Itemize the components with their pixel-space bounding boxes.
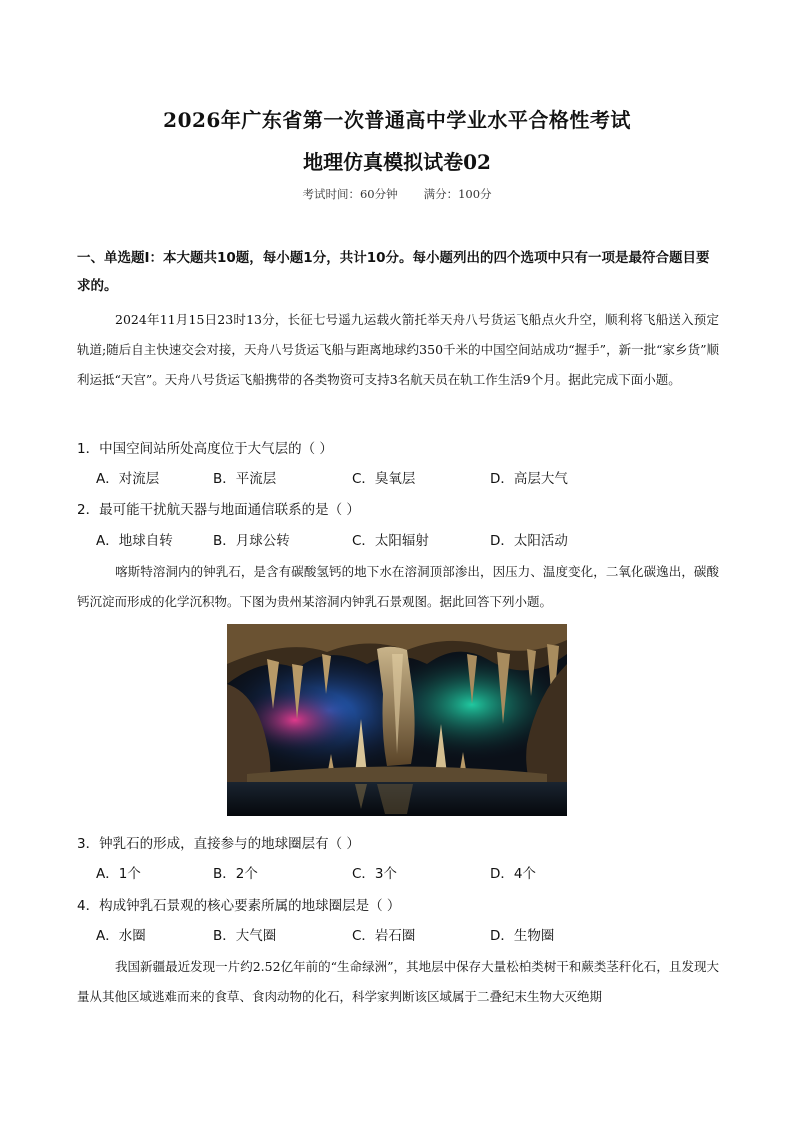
option-a[interactable]: A．1个	[96, 866, 141, 882]
option-a[interactable]: A．水圈	[96, 928, 146, 944]
exam-time: 考试时间：60分钟	[302, 187, 398, 201]
question-4: 4．构成钟乳石景观的核心要素所属的地球圈层是（ ）	[77, 898, 401, 914]
question-3-options	[96, 862, 696, 882]
question-4-options	[96, 924, 696, 944]
question-3: 3．钟乳石的形成，直接参与的地球圈层有（ ）	[77, 836, 360, 852]
cave-stalactite-photo	[227, 624, 567, 816]
option-d[interactable]: D．高层大气	[490, 471, 568, 487]
option-d[interactable]: D．4个	[490, 866, 536, 882]
option-d[interactable]: D．生物圈	[490, 928, 555, 944]
cave-illustration	[227, 624, 567, 816]
passage-fossil	[77, 952, 719, 1012]
section-heading: 一、单选题Ⅰ：本大题共10题，每小题1分，共计10分。每小题列出的四个选项中只有一项是最符合题目要求的。	[77, 250, 710, 294]
passage-spacecraft	[77, 305, 719, 395]
passage-stalactite-text: 喀斯特溶洞内的钟乳石，是含有碳酸氢钙的地下水在溶洞顶部渗出，因压力、温度变化，二氧化碳逸出，碳酸钙沉淀而形成的化学沉积物。下图为贵州某溶洞内钟乳石景观图。据此回答下列小题。	[77, 564, 719, 609]
passage-fossil-text: 我国新疆最近发现一片约2.52亿年前的“生命绿洲”，其地层中保存大量松柏类树干和蕨类茎秆化石，且发现大量从其他区域逃难而来的食草、食肉动物的化石，科学家判断该区域属于二叠纪末生物大灭绝期	[77, 959, 719, 1004]
exam-subtitle: 地理仿真模拟试卷02	[303, 150, 491, 174]
question-2: 2．最可能干扰航天器与地面通信联系的是（ ）	[77, 502, 360, 518]
option-c[interactable]: C．3个	[352, 866, 398, 882]
option-b[interactable]: B．月球公转	[213, 533, 290, 549]
passage-stalactite	[77, 557, 719, 617]
question-1: 1．中国空间站所处高度位于大气层的（ ）	[77, 441, 333, 457]
question-1-options	[96, 467, 696, 487]
option-b[interactable]: B．平流层	[213, 471, 277, 487]
option-a[interactable]: A．对流层	[96, 471, 160, 487]
option-c[interactable]: C．太阳辐射	[352, 533, 429, 549]
exam-title: 2026年广东省第一次普通高中学业水平合格性考试	[163, 108, 631, 132]
exam-info	[0, 186, 794, 202]
option-b[interactable]: B．2个	[213, 866, 258, 882]
option-c[interactable]: C．岩石圈	[352, 928, 416, 944]
passage-spacecraft-text: 2024年11月15日23时13分，长征七号遥九运载火箭托举天舟八号货运飞船点火升空，顺利将飞船送入预定轨道;随后自主快速交会对接，天舟八号货运飞船与距离地球约350千米的中国空间站成功“握手”，新一批“家乡货”顺利运抵“天宫”。天舟八号货运飞船携带的各类物资可支持3名航天员在轨工作生活9个月。据此完成下面小题。	[77, 312, 719, 387]
full-score: 满分：100分	[423, 187, 492, 201]
option-c[interactable]: C．臭氧层	[352, 471, 416, 487]
option-a[interactable]: A．地球自转	[96, 533, 173, 549]
option-d[interactable]: D．太阳活动	[490, 533, 568, 549]
option-b[interactable]: B．大气圈	[213, 928, 277, 944]
question-2-options	[96, 529, 696, 549]
